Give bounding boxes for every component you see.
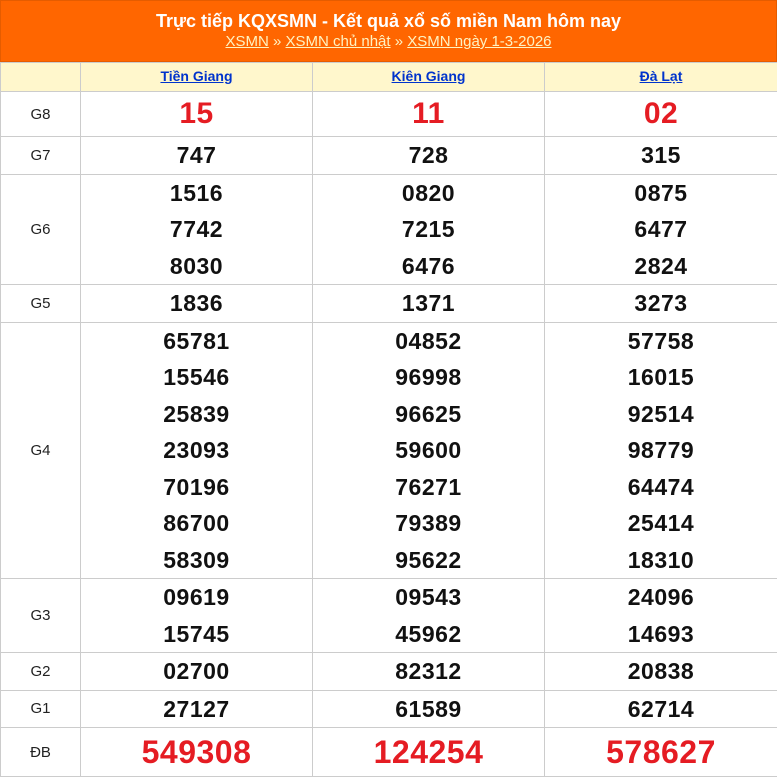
prize-label: G5: [1, 285, 81, 323]
prize-number: 2824: [545, 248, 777, 285]
prize-number: 315: [545, 137, 777, 174]
prize-number: 09619: [81, 579, 312, 616]
prize-number: 95622: [313, 542, 544, 579]
prize-number: 79389: [313, 505, 544, 542]
prize-cell: [545, 690, 777, 728]
prize-cell: [545, 579, 777, 653]
prize-cell: [313, 579, 545, 653]
prize-number: 59600: [313, 432, 544, 469]
prize-label: G7: [1, 137, 81, 175]
prize-number: 15: [81, 92, 312, 136]
prize-number: 8030: [81, 248, 312, 285]
prize-number: 86700: [81, 505, 312, 542]
province-link-da-lat[interactable]: Đà Lạt: [640, 68, 683, 84]
prize-number: 25839: [81, 396, 312, 433]
prize-number: 92514: [545, 396, 777, 433]
breadcrumb-link-xsmn-sunday[interactable]: XSMN chủ nhật: [286, 33, 391, 50]
prize-row: [1, 690, 777, 728]
prize-column-header: [1, 63, 81, 92]
prize-number: 747: [81, 137, 312, 174]
prize-number: 27127: [81, 691, 312, 728]
prize-number: 18310: [545, 542, 777, 579]
prize-cell: [545, 92, 777, 137]
prize-row: [1, 728, 777, 777]
prize-number: 76271: [313, 469, 544, 506]
prize-number: 14693: [545, 616, 777, 653]
prize-number: 25414: [545, 505, 777, 542]
prize-row: [1, 137, 777, 175]
province-link-tien-giang[interactable]: Tiền Giang: [160, 68, 232, 84]
prize-number: 96625: [313, 396, 544, 433]
prize-number: 24096: [545, 579, 777, 616]
prize-number: 65781: [81, 323, 312, 360]
prize-number: 58309: [81, 542, 312, 579]
prize-number: 16015: [545, 359, 777, 396]
prize-cell: [81, 690, 313, 728]
prize-cell: [81, 579, 313, 653]
breadcrumb-link-xsmn[interactable]: XSMN: [225, 33, 268, 50]
prize-number: 7742: [81, 211, 312, 248]
prize-number: 04852: [313, 323, 544, 360]
prize-cell: [81, 92, 313, 137]
prize-label: G4: [1, 322, 81, 579]
prize-number: 82312: [313, 653, 544, 690]
prize-number: 1836: [81, 285, 312, 322]
prize-cell: [545, 653, 777, 691]
prize-number: 11: [313, 92, 544, 136]
prize-cell: [313, 653, 545, 691]
prize-rows: [1, 92, 777, 777]
prize-cell: [313, 728, 545, 777]
prize-cell: [545, 174, 777, 285]
prize-number: 96998: [313, 359, 544, 396]
prize-cell: [313, 174, 545, 285]
prize-number: 1516: [81, 175, 312, 212]
breadcrumb-separator: »: [395, 33, 403, 50]
prize-number: 6477: [545, 211, 777, 248]
prize-number: 15745: [81, 616, 312, 653]
prize-cell: [81, 653, 313, 691]
prize-cell: [313, 322, 545, 579]
prize-cell: [313, 285, 545, 323]
province-header-kien-giang: [313, 63, 545, 92]
prize-number: 0875: [545, 175, 777, 212]
prize-label: G2: [1, 653, 81, 691]
prize-number: 728: [313, 137, 544, 174]
prize-number: 20838: [545, 653, 777, 690]
prize-number: 02: [545, 92, 777, 136]
prize-number: 09543: [313, 579, 544, 616]
prize-number: 578627: [545, 728, 777, 776]
prize-number: 15546: [81, 359, 312, 396]
prize-number: 61589: [313, 691, 544, 728]
prize-cell: [81, 285, 313, 323]
province-link-kien-giang[interactable]: Kiên Giang: [392, 68, 466, 84]
prize-number: 62714: [545, 691, 777, 728]
province-header-tien-giang: [81, 63, 313, 92]
breadcrumb-separator: »: [273, 33, 281, 50]
prize-cell: [545, 285, 777, 323]
results-header: [0, 0, 777, 62]
prize-number: 3273: [545, 285, 777, 322]
prize-number: 64474: [545, 469, 777, 506]
prize-number: 70196: [81, 469, 312, 506]
breadcrumb-link-xsmn-date[interactable]: XSMN ngày 1-3-2026: [407, 33, 551, 50]
prize-number: 1371: [313, 285, 544, 322]
province-header-da-lat: [545, 63, 777, 92]
prize-number: 23093: [81, 432, 312, 469]
prize-cell: [81, 728, 313, 777]
prize-row: [1, 653, 777, 691]
prize-number: 0820: [313, 175, 544, 212]
prize-number: 124254: [313, 728, 544, 776]
prize-row: [1, 579, 777, 653]
prize-cell: [81, 137, 313, 175]
prize-cell: [545, 322, 777, 579]
prize-cell: [545, 137, 777, 175]
page-title: Trực tiếp KQXSMN - Kết quả xổ số miền Nam hôm nay: [1, 10, 776, 32]
province-header-row: [1, 63, 777, 92]
prize-label: G6: [1, 174, 81, 285]
prize-row: [1, 285, 777, 323]
prize-row: [1, 174, 777, 285]
prize-cell: [313, 137, 545, 175]
prize-label: ĐB: [1, 728, 81, 777]
prize-number: 98779: [545, 432, 777, 469]
prize-cell: [313, 92, 545, 137]
prize-label: G3: [1, 579, 81, 653]
prize-number: 6476: [313, 248, 544, 285]
prize-label: G8: [1, 92, 81, 137]
prize-row: [1, 92, 777, 137]
prize-number: 45962: [313, 616, 544, 653]
prize-cell: [545, 728, 777, 777]
prize-cell: [313, 690, 545, 728]
prize-cell: [81, 174, 313, 285]
prize-number: 549308: [81, 728, 312, 776]
prize-row: [1, 322, 777, 579]
breadcrumb: [1, 32, 776, 52]
prize-number: 02700: [81, 653, 312, 690]
prize-cell: [81, 322, 313, 579]
prize-number: 57758: [545, 323, 777, 360]
prize-number: 7215: [313, 211, 544, 248]
prize-label: G1: [1, 690, 81, 728]
results-table: [0, 62, 777, 777]
